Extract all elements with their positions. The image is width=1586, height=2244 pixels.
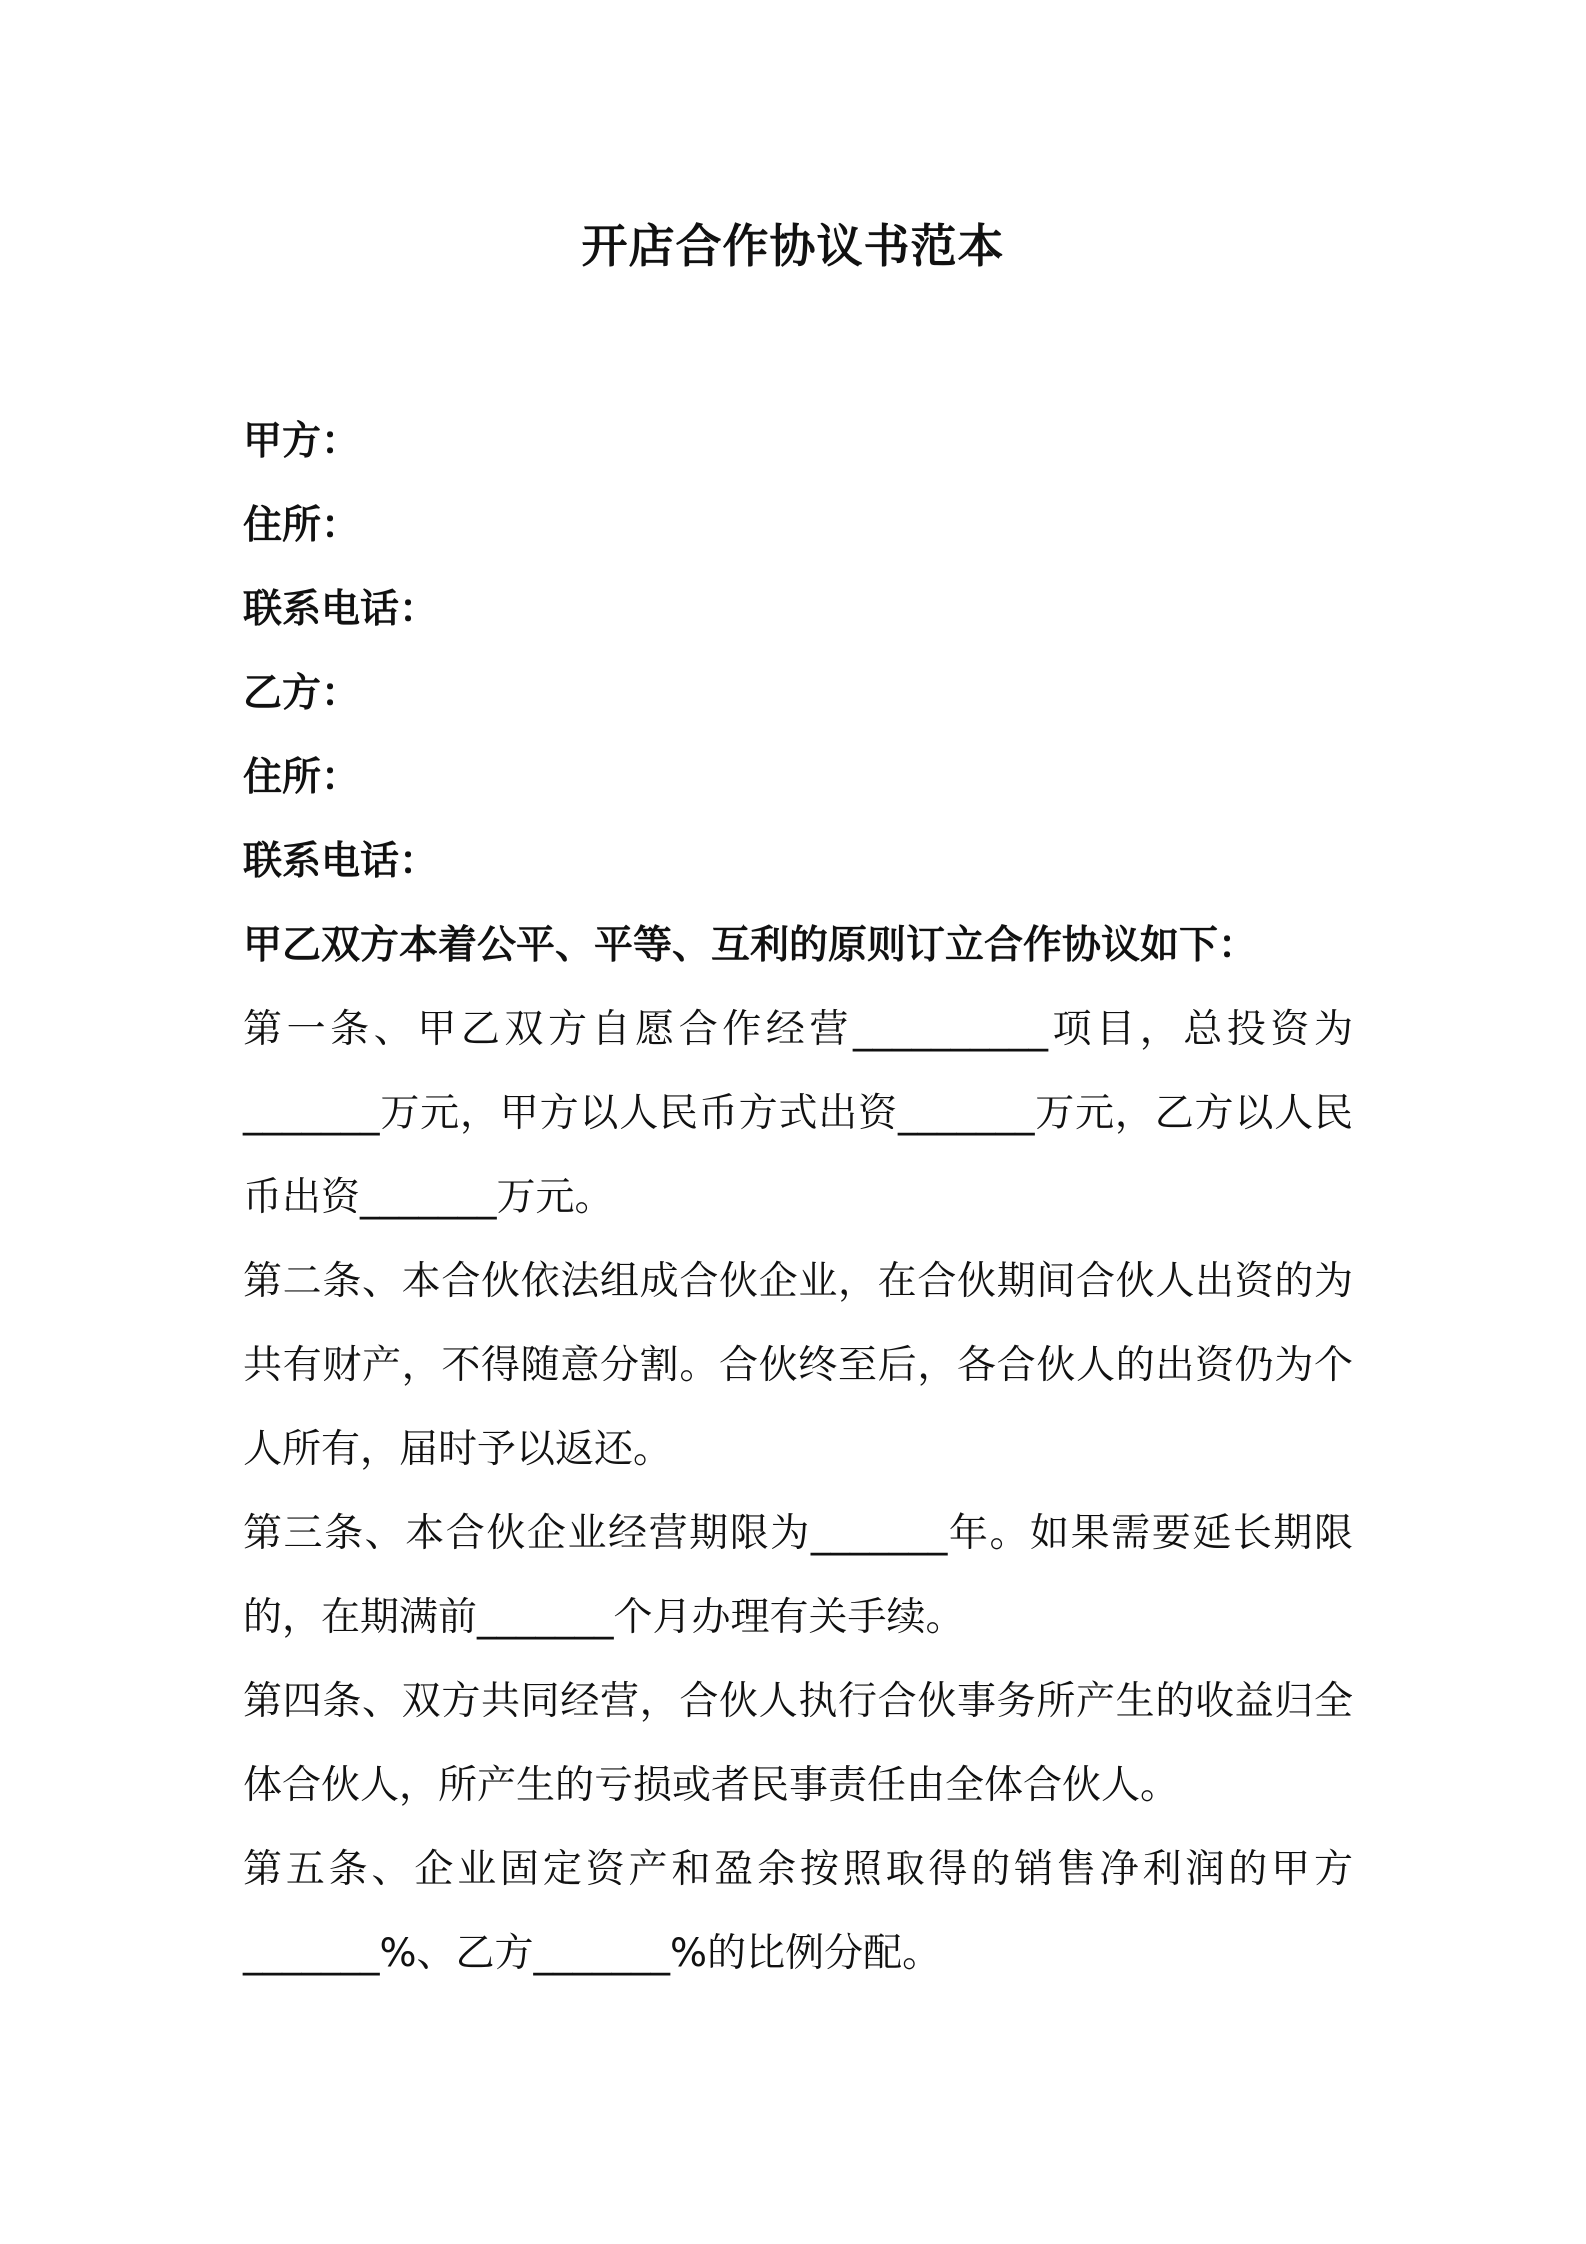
party-b-phone-label: 联系电话： bbox=[243, 839, 439, 884]
party-b-name-label: 乙方： bbox=[243, 671, 361, 716]
article-5: 第五条、企业固定资产和盈余按照取得的销售净利润的甲方_______%、乙方_______%的比例分配。 bbox=[243, 1847, 1353, 1976]
article-4: 第四条、双方共同经营，合伙人执行合伙事务所产生的收益归全体合伙人，所产生的亏损或者民事责任由全体合伙人。 bbox=[243, 1679, 1353, 1808]
agreement-intro: 甲乙双方本着公平、平等、互利的原则订立合作协议如下： bbox=[243, 923, 1258, 968]
document-body bbox=[243, 400, 1353, 1996]
party-a-address-label: 住所： bbox=[243, 503, 361, 548]
party-a-phone-label: 联系电话： bbox=[243, 587, 439, 632]
article-3: 第三条、本合伙企业经营期限为_______年。如果需要延长期限的，在期满前_______个月办理有关手续。 bbox=[243, 1511, 1353, 1640]
party-a-name-label: 甲方： bbox=[243, 419, 361, 464]
document-title: 开店合作协议书范本 bbox=[581, 219, 1005, 273]
article-1: 第一条、甲乙双方自愿合作经营__________项目，总投资为_______万元，甲方以人民币方式出资_______万元，乙方以人民币出资_______万元。 bbox=[243, 1007, 1353, 1220]
party-b-address-label: 住所： bbox=[243, 755, 361, 800]
article-2: 第二条、本合伙依法组成合伙企业，在合伙期间合伙人出资的为共有财产，不得随意分割。合伙终至后，各合伙人的出资仍为个人所有，届时予以返还。 bbox=[243, 1259, 1353, 1472]
